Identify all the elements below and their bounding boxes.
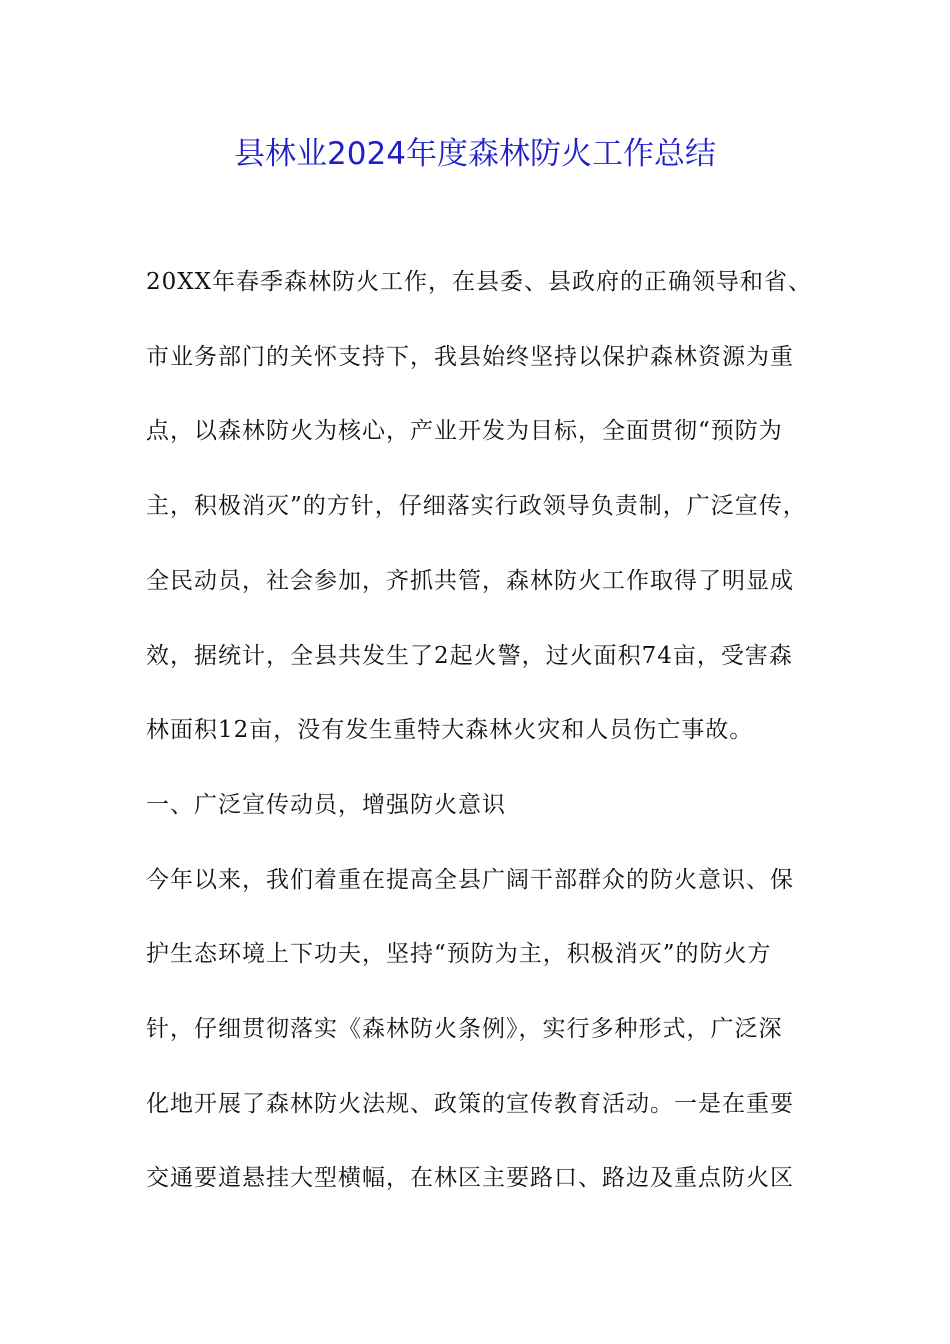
body-line: 针，仔细贯彻落实《森林防火条例》，实行多种形式，广泛深 [146, 1016, 783, 1042]
body-line: 交通要道悬挂大型横幅，在林区主要路口、路边及重点防火区 [146, 1165, 794, 1191]
body-line: 护生态环境上下功夫，坚持“预防为主，积极消灭”的防火方 [146, 941, 772, 967]
body-line: 20XX年春季森林防火工作，在县委、县政府的正确领导和省、 [146, 269, 813, 295]
body-line: 主，积极消灭”的方针，仔细落实行政领导负责制，广泛宣传， [146, 493, 807, 519]
section-heading: 一、广泛宣传动员，增强防火意识 [146, 792, 506, 818]
body-line: 化地开展了森林防火法规、政策的宣传教育活动。一是在重要 [146, 1091, 794, 1117]
document-title: 县林业2024年度森林防火工作总结 [234, 136, 716, 172]
body-line: 今年以来，我们着重在提高全县广阔干部群众的防火意识、保 [146, 867, 794, 893]
body-line: 全民动员，社会参加，齐抓共管，森林防火工作取得了明显成 [146, 568, 794, 594]
body-line: 市业务部门的关怀支持下，我县始终坚持以保护森林资源为重 [146, 344, 794, 370]
body-line: 点，以森林防火为核心，产业开发为目标，全面贯彻“预防为 [146, 418, 783, 444]
body-line: 效，据统计，全县共发生了2起火警，过火面积74亩，受害森 [146, 643, 793, 669]
body-line: 林面积12亩，没有发生重特大森林火灾和人员伤亡事故。 [146, 717, 754, 743]
